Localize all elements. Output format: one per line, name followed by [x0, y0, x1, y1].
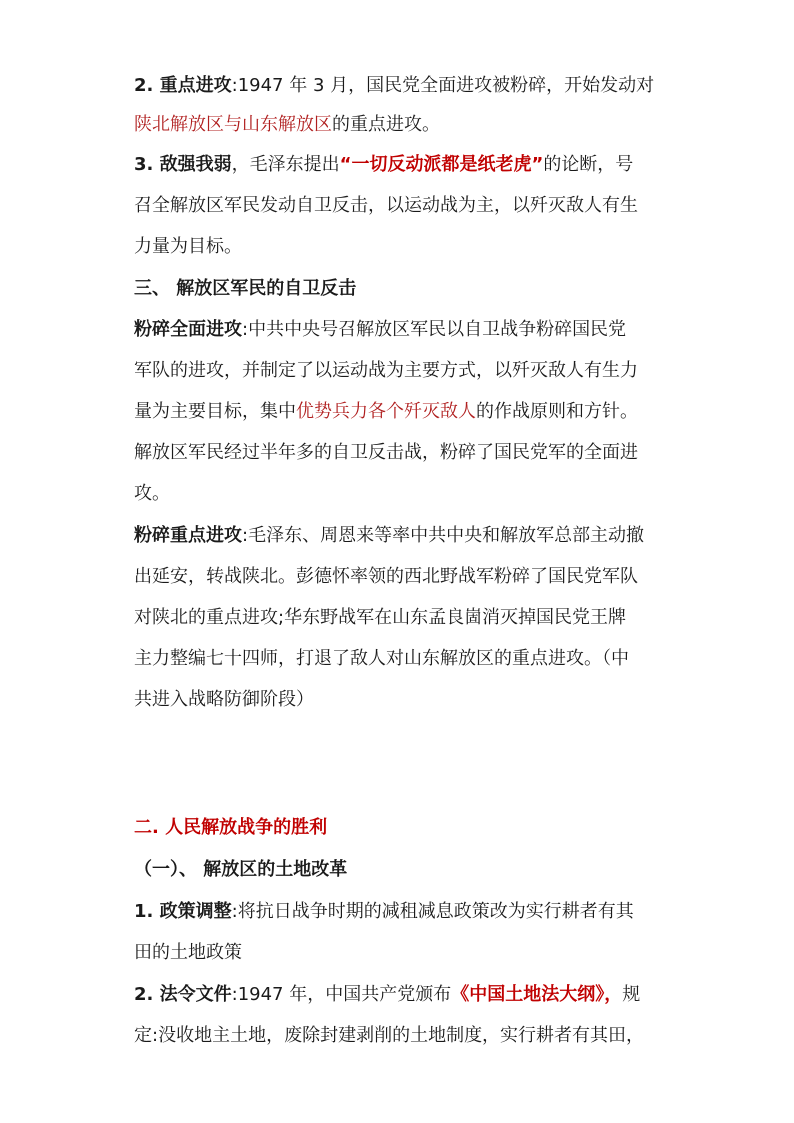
text-line — [134, 74, 654, 98]
text-line: 力量为目标。 — [134, 236, 242, 257]
body-text: 量为主要目标，集中 — [134, 401, 296, 422]
item-label: 3. 敌强我弱 — [134, 154, 232, 175]
text-line: 出延安，转战陕北。彭德怀率领的西北野战军粉碎了国民党军队 — [134, 566, 638, 587]
item-label: 粉碎全面进攻 — [134, 319, 242, 340]
body-text: :1947 年 3 月，国民党全面进攻被粉碎，开始发动对 — [231, 75, 655, 96]
text-line: 攻。 — [134, 483, 170, 504]
body-text: :毛泽东、周恩来等率中共中央和解放军总部主动撤 — [242, 525, 645, 546]
text-line: 田的土地政策 — [134, 942, 242, 963]
item-label: 2. 法令文件 — [134, 984, 232, 1005]
highlight-text: 优势兵力各个歼灭敌人 — [296, 401, 476, 422]
text-line: 主力整编七十四师，打退了敌人对山东解放区的重点进攻。（中 — [134, 648, 629, 669]
body-text: ，毛泽东提出 — [231, 154, 340, 175]
text-line: 军队的进攻，并制定了以运动战为主要方式，以歼灭敌人有生力 — [134, 360, 638, 381]
text-line: 对陕北的重点进攻;华东野战军在山东孟良崮消灭掉国民党王牌 — [134, 607, 627, 628]
text-line — [134, 983, 640, 1007]
body-text: :1947 年，中国共产党颁布 — [231, 984, 452, 1005]
body-text: 的重点进攻。 — [332, 114, 440, 135]
text-line: 定:没收地主土地，废除封建剥削的土地制度，实行耕者有其田， — [134, 1025, 645, 1046]
text-line: 共进入战略防御阶段） — [134, 689, 314, 710]
text-line — [134, 400, 638, 424]
chapter-heading: 二. 人民解放战争的胜利 — [134, 817, 328, 838]
body-text: :中共中央号召解放区军民以自卫战争粉碎国民党 — [242, 319, 627, 340]
highlight-title: 《中国土地法大纲》， — [451, 984, 623, 1005]
item-label: 粉碎重点进攻 — [134, 525, 242, 546]
item-label: 1. 政策调整 — [134, 901, 232, 922]
subsection-heading: （一）、 解放区的土地改革 — [134, 859, 348, 880]
highlight-text: 陕北解放区与山东解放区 — [134, 114, 332, 135]
body-text: 的作战原则和方针。 — [476, 401, 638, 422]
body-text: :将抗日战争时期的减租减息政策改为实行耕者有其 — [231, 901, 634, 922]
text-line: 解放区军民经过半年多的自卫反击战，粉碎了国民党军的全面进 — [134, 442, 638, 463]
body-text: 规 — [622, 984, 641, 1005]
text-line — [134, 153, 633, 177]
text-line — [134, 524, 644, 548]
body-text: 的论断，号 — [543, 154, 634, 175]
text-line — [134, 113, 440, 137]
highlight-quote: “一切反动派都是纸老虎” — [339, 154, 544, 175]
item-label: 2. 重点进攻 — [134, 75, 232, 96]
text-line: 召全解放区军民发动自卫反击，以运动战为主，以歼灭敌人有生 — [134, 195, 638, 216]
text-line — [134, 900, 634, 924]
text-line — [134, 318, 626, 342]
section-heading: 三、 解放区军民的自卫反击 — [134, 278, 357, 299]
